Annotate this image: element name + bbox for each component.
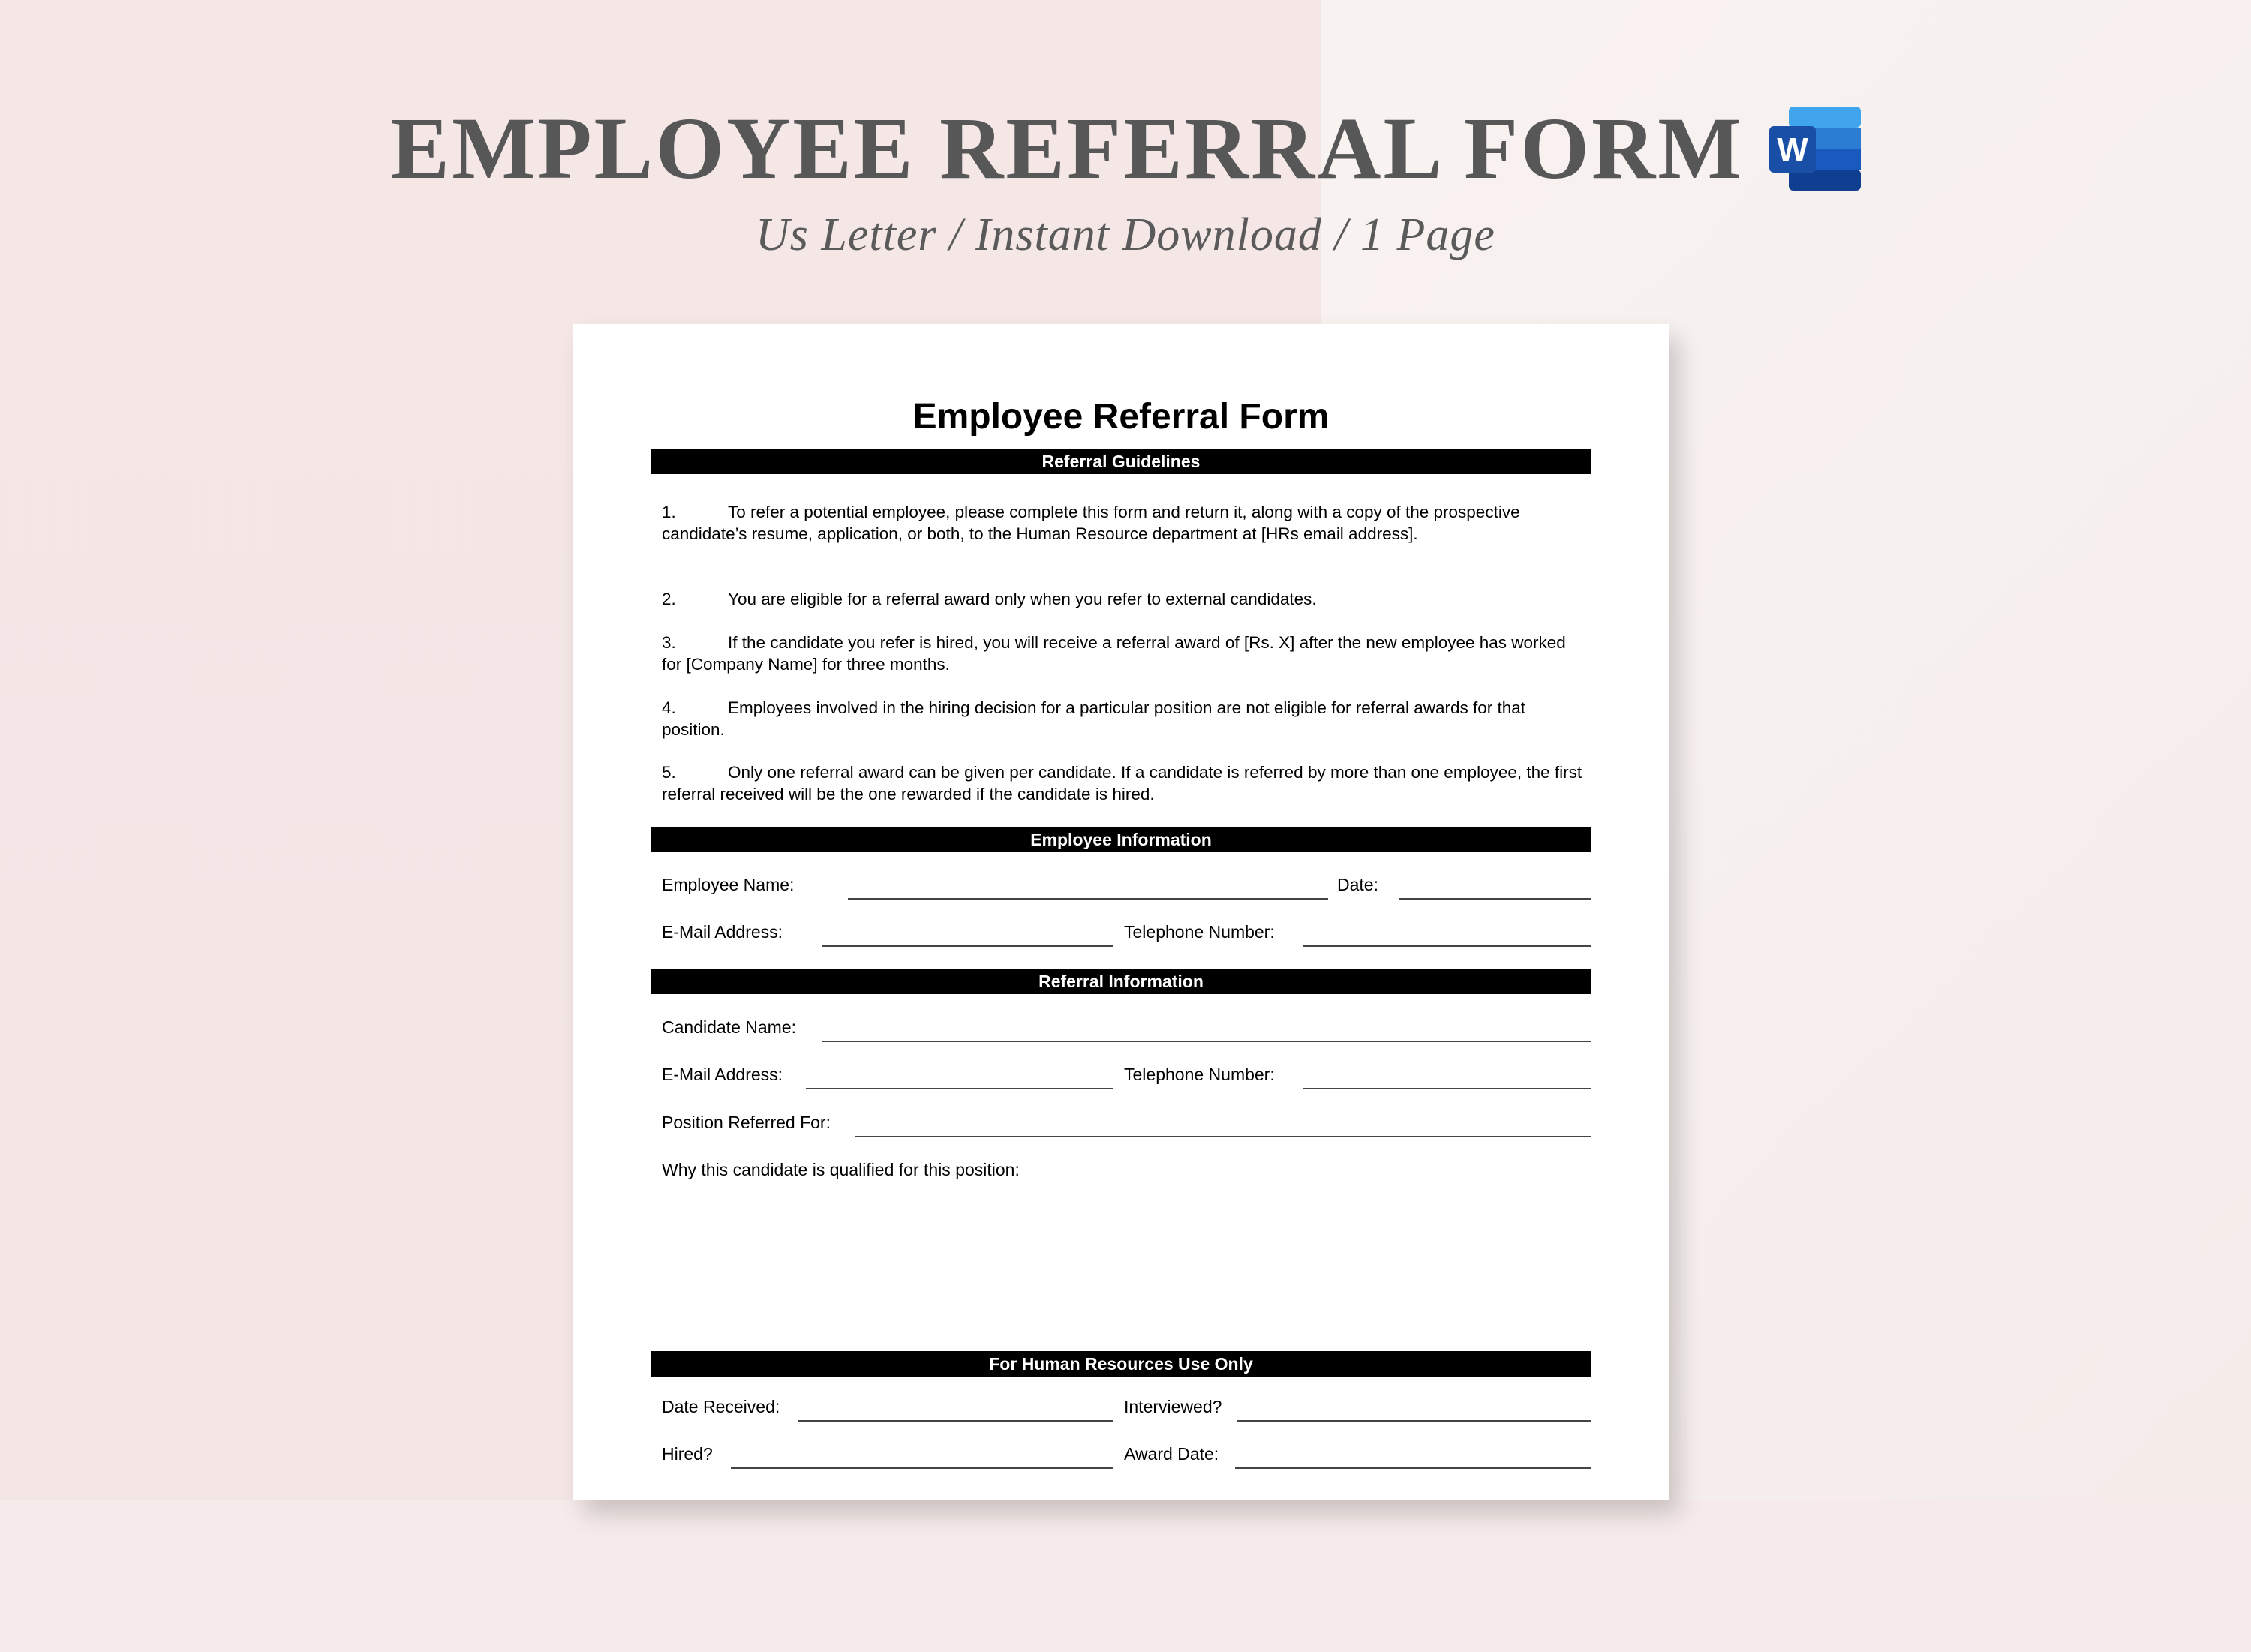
hired-field[interactable] xyxy=(731,1467,1113,1469)
section-referral-information: Referral Information xyxy=(651,969,1591,994)
candidate-email-field[interactable] xyxy=(806,1088,1113,1089)
guideline-number: 1. xyxy=(662,503,676,521)
date-field[interactable] xyxy=(1399,898,1591,900)
section-hr-use-only: For Human Resources Use Only xyxy=(651,1351,1591,1377)
microsoft-word-icon xyxy=(1769,107,1861,191)
guideline-item xyxy=(662,761,1586,805)
guideline-number: 3. xyxy=(662,633,676,652)
date-received-label: Date Received: xyxy=(662,1397,780,1416)
guideline-item xyxy=(662,697,1586,740)
guideline-item xyxy=(662,501,1586,545)
employee-name-field[interactable] xyxy=(848,898,1328,900)
guideline-number: 5. xyxy=(662,763,676,782)
banner-title: EMPLOYEE REFERRAL FORM xyxy=(390,99,1744,197)
employee-phone-label: Telephone Number: xyxy=(1124,922,1275,942)
award-date-label: Award Date: xyxy=(1124,1444,1219,1464)
banner-header xyxy=(0,96,2251,201)
interviewed-label: Interviewed? xyxy=(1124,1397,1222,1416)
hired-label: Hired? xyxy=(662,1444,713,1464)
employee-phone-field[interactable] xyxy=(1303,945,1591,947)
employee-email-field[interactable] xyxy=(822,945,1113,947)
qualification-answer-area[interactable] xyxy=(662,1187,1591,1652)
document-page xyxy=(573,324,1669,1500)
form-title: Employee Referral Form xyxy=(912,397,1330,437)
employee-name-label: Employee Name: xyxy=(662,875,795,894)
interviewed-field[interactable] xyxy=(1237,1420,1591,1422)
award-date-field[interactable] xyxy=(1235,1467,1591,1469)
candidate-phone-label: Telephone Number: xyxy=(1124,1065,1275,1084)
candidate-phone-field[interactable] xyxy=(1303,1088,1591,1089)
candidate-name-field[interactable] xyxy=(822,1041,1591,1042)
guideline-text: To refer a potential employee, please complete this form and return it, along with a copy of the prospective candidate’s resume, application, or both, to the Human Resource department at [HRs email address]. xyxy=(662,503,1520,543)
guideline-number: 2. xyxy=(662,590,676,608)
guideline-item xyxy=(662,588,1586,610)
date-received-field[interactable] xyxy=(798,1420,1113,1422)
position-field[interactable] xyxy=(855,1136,1591,1137)
guideline-text: Employees involved in the hiring decision for a particular position are not eligible for referral awards for that position. xyxy=(662,698,1526,739)
date-label: Date: xyxy=(1337,875,1378,894)
employee-email-label: E-Mail Address: xyxy=(662,922,783,942)
candidate-email-label: E-Mail Address: xyxy=(662,1065,783,1084)
banner-subtitle: Us Letter / Instant Download / 1 Page xyxy=(756,209,1495,260)
qualification-label: Why this candidate is qualified for this position: xyxy=(662,1160,1020,1179)
section-employee-information: Employee Information xyxy=(651,827,1591,852)
guideline-text: You are eligible for a referral award only when you refer to external candidates. xyxy=(728,590,1317,608)
guideline-number: 4. xyxy=(662,698,676,717)
candidate-name-label: Candidate Name: xyxy=(662,1017,796,1037)
guideline-text: If the candidate you refer is hired, you will receive a referral award of [Rs. X] after the new employee has worked for [Company Name] for three months. xyxy=(662,633,1566,674)
position-label: Position Referred For: xyxy=(662,1113,831,1132)
word-logo-letter: W xyxy=(1776,131,1808,168)
guideline-text: Only one referral award can be given per candidate. If a candidate is referred by more than one employee, the first referral received will be the one rewarded if the candidate is hired. xyxy=(662,763,1582,803)
section-referral-guidelines: Referral Guidelines xyxy=(651,449,1591,474)
guideline-item xyxy=(662,632,1586,675)
